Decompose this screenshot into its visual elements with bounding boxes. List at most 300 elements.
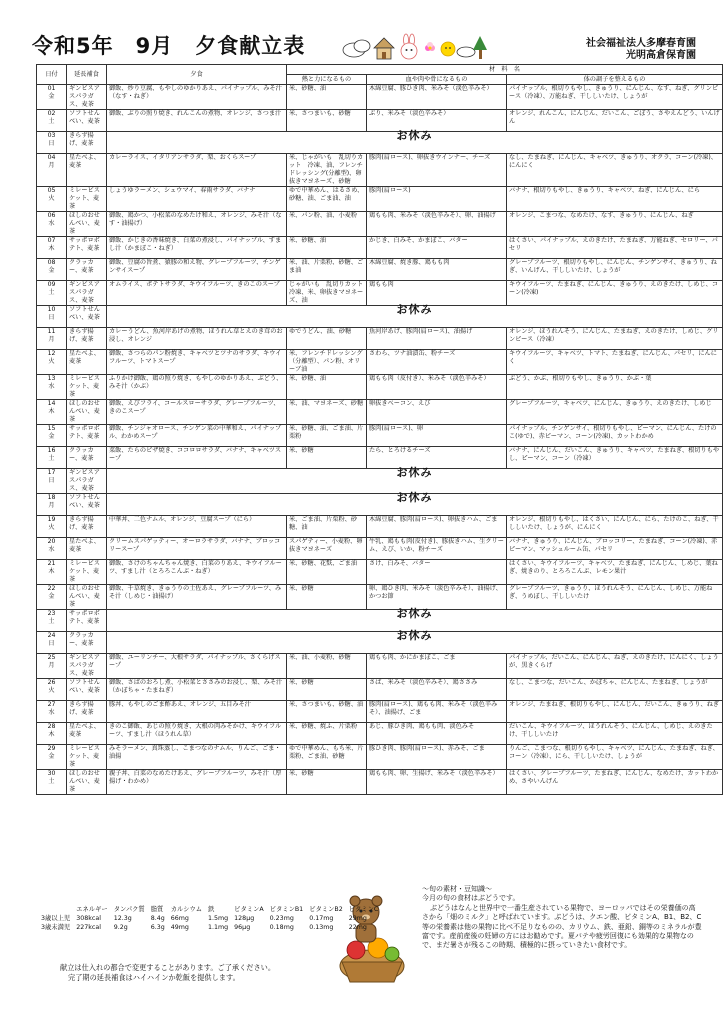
day-number: 07 bbox=[47, 237, 56, 244]
extension-header: 延長補食 bbox=[67, 65, 107, 85]
extension-snack-cell: きらず揚げ、麦茶 bbox=[67, 328, 107, 350]
date-cell bbox=[37, 154, 67, 187]
heat-ingredients-cell: 米、ごま油、片栗粉、砂糖、油 bbox=[287, 516, 367, 538]
date-cell bbox=[37, 259, 67, 281]
body-ingredients-cell: パイナップル、チンゲンサイ、根切りもやし、ピーマン、にんじん、たけのこ(ゆで)、赤ピーマン、コーン(冷凍)、カットわかめ bbox=[507, 425, 723, 447]
heat-ingredients-cell: 米、さつまいも、砂糖、油 bbox=[287, 701, 367, 723]
weekday: 木 bbox=[48, 408, 55, 415]
weekday: 土 bbox=[48, 455, 55, 462]
blood-ingredients-cell: 豚肉(肩ロース)、卵抜きウインナー、チーズ bbox=[367, 154, 507, 187]
menu-row bbox=[37, 469, 723, 494]
body-ingredients-cell: なし、たまねぎ、にんじん、キャベツ、きゅうり、オクラ、コーン(冷凍)、にんにく bbox=[507, 154, 723, 187]
day-number: 30 bbox=[47, 770, 56, 777]
date-cell bbox=[37, 560, 67, 585]
nutrient-value: 1.5mg bbox=[208, 915, 229, 922]
tree-icon bbox=[473, 36, 487, 59]
body-ingredients-cell: パイナップル、根切りもやし、きゅうり、にんじん、なす、ねぎ、グリンピース（冷凍）、万能ねぎ、干ししいたけ、しょうが bbox=[507, 85, 723, 110]
menu-row bbox=[37, 132, 723, 154]
menu-row bbox=[37, 85, 723, 110]
date-cell bbox=[37, 187, 67, 212]
weekday: 月 bbox=[48, 336, 55, 343]
extension-snack-cell: ソフトせんべい、麦茶 bbox=[67, 494, 107, 516]
nutrition-row bbox=[38, 923, 381, 932]
nutrient-value: 66mg bbox=[170, 915, 189, 922]
day-number: 05 bbox=[47, 187, 56, 194]
blood-ingredients-cell: あじ、豚ひき肉、鶏もも肉、淡色みそ bbox=[367, 723, 507, 745]
body-ingredients-cell: オレンジ、こまつな、なめたけ、なす、きゅうり、にんじん、ねぎ bbox=[507, 212, 723, 237]
heat-ingredients-cell: 米、砂糖、油 bbox=[287, 375, 367, 400]
weekday: 土 bbox=[48, 118, 55, 125]
heat-ingredients-cell: 米、砂糖 bbox=[287, 770, 367, 795]
day-number: 23 bbox=[47, 610, 56, 617]
heat-ingredients-cell: 米、砂糖 bbox=[287, 585, 367, 610]
menu-row bbox=[37, 538, 723, 560]
dinner-menu-cell: 御飯、豆腐の旨煮、猿豚の和え物、グレープフルーツ、チンゲンサイスープ bbox=[107, 259, 287, 281]
date-cell bbox=[37, 110, 67, 132]
heat-ingredients-cell: 米、パン粉、油、小麦粉 bbox=[287, 212, 367, 237]
holiday-cell: お休み bbox=[107, 306, 723, 328]
dinner-menu-cell: カレーうどん、魚河岸あげの煮物、ほうれん草とえのき茸のお浸し、オレンジ bbox=[107, 328, 287, 350]
date-cell bbox=[37, 132, 67, 154]
date-cell bbox=[37, 306, 67, 328]
extension-snack-cell: ギンビスアスパラガス、麦茶 bbox=[67, 469, 107, 494]
nutrient-value: 308kcal bbox=[76, 915, 101, 922]
nutrition-header-row bbox=[38, 905, 381, 914]
heat-ingredients-cell: 米、さつまいも、砂糖 bbox=[287, 110, 367, 132]
day-number: 13 bbox=[47, 375, 56, 382]
heat-ingredients-cell: 米、砂糖、油、ごま油、片栗粉 bbox=[287, 425, 367, 447]
body-ingredients-cell: オレンジ、れんこん、にんじん、だいこん、ごぼう、さやえんどう、いんげん bbox=[507, 110, 723, 132]
date-cell bbox=[37, 212, 67, 237]
nursery-name: 光明高倉保育園 bbox=[626, 50, 696, 61]
date-cell bbox=[37, 328, 67, 350]
menu-row bbox=[37, 770, 723, 795]
body-header: 体の調子を整えるもの bbox=[507, 75, 723, 85]
dinner-menu-cell: 御飯、さばのおろし煮、小松菜とささみのお浸し、梨、みそ汁（かぼちゃ・たまねぎ） bbox=[107, 679, 287, 701]
extension-snack-cell: 星たべよ、麦茶 bbox=[67, 154, 107, 187]
extension-snack-cell: サッポロポテト、麦茶 bbox=[67, 610, 107, 632]
date-cell bbox=[37, 723, 67, 745]
date-cell bbox=[37, 350, 67, 375]
date-cell bbox=[37, 610, 67, 632]
nutrient-value: 29mg bbox=[348, 915, 367, 922]
note-line: 完了期の延長補食はハイハインか乾飯を提供します。 bbox=[68, 972, 240, 982]
extension-snack-cell: ソフトせんべい、麦茶 bbox=[67, 110, 107, 132]
dinner-menu-cell: ふりかけ御飯、鶏の照り焼き、もやしのゆかりあえ、ぶどう、みそ汁（かぶ） bbox=[107, 375, 287, 400]
menu-row bbox=[37, 516, 723, 538]
body-ingredients-cell: グレープフルーツ、きゅうり、ほうれんそう、にんじん、しめじ、万能ねぎ、うめぼし、干ししいたけ bbox=[507, 585, 723, 610]
house-icon bbox=[374, 38, 394, 59]
holiday-cell: お休み bbox=[107, 632, 723, 654]
nutrient-header: ビタミンA bbox=[234, 906, 264, 913]
day-number: 01 bbox=[47, 85, 56, 92]
rabbit-icon bbox=[401, 34, 417, 59]
nutrient-value: 9.2g bbox=[113, 924, 128, 931]
nutrition-row bbox=[38, 914, 381, 923]
heat-ingredients-cell: 米、砂糖 bbox=[287, 679, 367, 701]
heat-header: 熱と力になるもの bbox=[287, 75, 367, 85]
date-cell bbox=[37, 745, 67, 770]
nutrient-value: 22mg bbox=[348, 924, 367, 931]
menu-row bbox=[37, 632, 723, 654]
body-ingredients-cell: グレープフルーツ、キャベツ、にんじん、きゅうり、えのきたけ、しめじ bbox=[507, 400, 723, 425]
cloud-icon bbox=[457, 47, 475, 57]
date-cell bbox=[37, 538, 67, 560]
weekday: 土 bbox=[48, 778, 55, 785]
menu-row bbox=[37, 154, 723, 187]
dinner-menu-cell: 御飯、鶏かつ、小松菜のなめたけ和え、オレンジ、みそ汁（なす・油揚げ） bbox=[107, 212, 287, 237]
weekday: 金 bbox=[48, 93, 55, 100]
date-cell bbox=[37, 654, 67, 679]
body-ingredients-cell: キウイフルーツ、たまねぎ、にんじん、きゅうり、えのきたけ、しめじ、コーン(冷凍) bbox=[507, 281, 723, 306]
fruit-basket-icon bbox=[332, 888, 412, 986]
extension-snack-cell: ほしのおせんべい、麦茶 bbox=[67, 585, 107, 610]
dinner-menu-cell: カレーライス、イタリアンサラダ、梨、おくらスープ bbox=[107, 154, 287, 187]
weekday: 火 bbox=[48, 195, 55, 202]
blood-ingredients-cell: 鶏もも肉（皮付き）、米みそ（淡色辛みそ） bbox=[367, 375, 507, 400]
menu-body bbox=[37, 85, 723, 795]
nutrient-value: 1.1mg bbox=[208, 924, 229, 931]
dinner-menu-cell: 御飯、えびフライ、コールスローサラダ、グレープフルーツ、きのこスープ bbox=[107, 400, 287, 425]
heat-ingredients-cell: じゃがいも 乱切りカット 冷凍、米、卵抜きマヨネーズ、油 bbox=[287, 281, 367, 306]
extension-snack-cell: ほしのおせんべい、麦茶 bbox=[67, 212, 107, 237]
weekday: 火 bbox=[48, 358, 55, 365]
weekday: 月 bbox=[48, 502, 55, 509]
weekday: 火 bbox=[48, 524, 55, 531]
extension-snack-cell: きらず揚げ、麦茶 bbox=[67, 516, 107, 538]
flower-icon bbox=[425, 42, 435, 51]
blood-ingredients-cell: 牛乳、鶏もも肉(皮付き)、豚抜きハム、生クリーム、えび、いか、粉チーズ bbox=[367, 538, 507, 560]
day-number: 10 bbox=[47, 306, 56, 313]
day-number: 16 bbox=[47, 447, 56, 454]
menu-row bbox=[37, 110, 723, 132]
body-ingredients-cell: なし、こまつな、だいこん、かぼちゃ、にんじん、たまねぎ、しょうが bbox=[507, 679, 723, 701]
heat-ingredients-cell: 米、砂糖、花麩、ごま油 bbox=[287, 560, 367, 585]
dinner-menu-cell: 中華丼、二色ナムル、オレンジ、豆腐スープ（にら） bbox=[107, 516, 287, 538]
nutrient-value: 49mg bbox=[170, 924, 189, 931]
date-cell bbox=[37, 701, 67, 723]
extension-snack-cell: ミレービスケット、麦茶 bbox=[67, 745, 107, 770]
blood-ingredients-cell: 鶏もも肉 bbox=[367, 281, 507, 306]
nutrient-value: 0.23mg bbox=[269, 915, 294, 922]
weekday: 月 bbox=[48, 662, 55, 669]
body-ingredients-cell: りんご、こまつな、根切りもやし、キャベツ、にんじん、たまねぎ、ねぎ、コーン（冷凍）、にら、干ししいたけ、しょうが bbox=[507, 745, 723, 770]
nutrient-header: エネルギー bbox=[76, 906, 108, 913]
extension-snack-cell: ミレービスケット、麦茶 bbox=[67, 375, 107, 400]
nutrient-value: 0.13mg bbox=[309, 924, 334, 931]
date-cell bbox=[37, 400, 67, 425]
nutrient-header: 脂質 bbox=[150, 906, 164, 913]
menu-row bbox=[37, 560, 723, 585]
date-cell bbox=[37, 447, 67, 469]
day-number: 28 bbox=[47, 723, 56, 730]
dinner-menu-cell: みそラーメン、真珠蒸し、こまつなのナムル、りんご、ごま・油揚 bbox=[107, 745, 287, 770]
weekday: 木 bbox=[48, 731, 55, 738]
extension-snack-cell: 星たべよ、麦茶 bbox=[67, 538, 107, 560]
weekday: 金 bbox=[48, 433, 55, 440]
menu-row bbox=[37, 425, 723, 447]
menu-row bbox=[37, 306, 723, 328]
blood-ingredients-cell: さけ、白みそ、バター bbox=[367, 560, 507, 585]
day-number: 03 bbox=[47, 132, 56, 139]
weekday: 日 bbox=[48, 140, 55, 147]
extension-snack-cell: クラッカー、麦茶 bbox=[67, 447, 107, 469]
dinner-menu-cell: 親子丼、白菜のなめたけあえ、グレープフルーツ、みそ汁（厚揚げ・わかめ） bbox=[107, 770, 287, 795]
dinner-menu-cell: きのこ御飯、あじの照り焼き、大根の肉みそかけ、キウイフルーツ、すまし汁（ほうれん草） bbox=[107, 723, 287, 745]
menu-row bbox=[37, 237, 723, 259]
body-ingredients-cell: はくさい、パイナップル、えのきたけ、たまねぎ、万能ねぎ、セロリー、パセリ bbox=[507, 237, 723, 259]
holiday-cell: お休み bbox=[107, 610, 723, 632]
nutrient-header: ビタミンC bbox=[348, 906, 379, 913]
weekday: 土 bbox=[48, 289, 55, 296]
body-ingredients-cell: キウイフルーツ、キャベツ、トマト、たまねぎ、にんじん、パセリ、にんにく bbox=[507, 350, 723, 375]
day-number: 19 bbox=[47, 516, 56, 523]
extension-snack-cell: ミレービスケット、麦茶 bbox=[67, 560, 107, 585]
nutrient-value: 96μg bbox=[234, 924, 251, 931]
dinner-menu-cell: 御飯、かじきの香味焼き、白菜の煮浸し、パイナップル、すまし汁（かまぼこ・ねぎ） bbox=[107, 237, 287, 259]
date-cell bbox=[37, 469, 67, 494]
date-header: 日付 bbox=[37, 65, 67, 85]
heat-ingredients-cell: 米、油、小麦粉、砂糖 bbox=[287, 654, 367, 679]
date-cell bbox=[37, 425, 67, 447]
day-number: 25 bbox=[47, 654, 56, 661]
blood-ingredients-cell: かじき、白みそ、かまぼこ、バター bbox=[367, 237, 507, 259]
nutrition-corner bbox=[38, 905, 73, 914]
dinner-menu-cell: オムライス、ポテトサラダ、キウイフルーツ、きのこのスープ bbox=[107, 281, 287, 306]
menu-row bbox=[37, 723, 723, 745]
page-title: 令和5年 9月 夕食献立表 bbox=[32, 34, 306, 58]
holiday-cell: お休み bbox=[107, 494, 723, 516]
extension-snack-cell: きらず揚げ、麦茶 bbox=[67, 701, 107, 723]
heat-ingredients-cell: 米、砂糖 bbox=[287, 447, 367, 469]
nutrient-header: 鉄 bbox=[208, 906, 215, 913]
heat-ingredients-cell: 米、砂糖、油 bbox=[287, 85, 367, 110]
extension-snack-cell: 星たべよ、麦茶 bbox=[67, 350, 107, 375]
header bbox=[0, 0, 724, 66]
heat-ingredients-cell: 米、砂糖、焼ふ、片栗粉 bbox=[287, 723, 367, 745]
nutrition-table bbox=[38, 905, 381, 932]
day-number: 08 bbox=[47, 259, 56, 266]
extension-snack-cell: サッポロポテト、麦茶 bbox=[67, 237, 107, 259]
day-number: 29 bbox=[47, 745, 56, 752]
blood-ingredients-cell: 木綿豆腐、豚肉(肩ロース)、卵抜きハム、ごま bbox=[367, 516, 507, 538]
extension-snack-cell: ほしのおせんべい、麦茶 bbox=[67, 770, 107, 795]
body-ingredients-cell: バナナ、根切りもやし、きゅうり、キャベツ、ねぎ、にんじん、にら bbox=[507, 187, 723, 212]
extension-snack-cell: ギンビスアスパラガス、麦茶 bbox=[67, 281, 107, 306]
day-number: 09 bbox=[47, 281, 56, 288]
note-line: 献立は仕入れの都合で変更することがあります。ご了承ください。 bbox=[60, 963, 276, 972]
blood-ingredients-cell: 木綿豆腐、焼き豚、鶏もも肉 bbox=[367, 259, 507, 281]
blood-ingredients-cell: 卵抜きベーコン、えび bbox=[367, 400, 507, 425]
body-ingredients-cell: だいこん、キウイフルーツ、ほうれんそう、にんじん、しめじ、えのきたけ、干ししいたけ bbox=[507, 723, 723, 745]
dinner-header: 夕食 bbox=[107, 65, 287, 85]
blood-header: 血や肉や骨になるもの bbox=[367, 75, 507, 85]
date-cell bbox=[37, 237, 67, 259]
day-number: 26 bbox=[47, 679, 56, 686]
holiday-cell: お休み bbox=[107, 132, 723, 154]
day-number: 21 bbox=[47, 560, 56, 567]
blood-ingredients-cell: さわら、ツナ油漬缶、粉チーズ bbox=[367, 350, 507, 375]
weekday: 金 bbox=[48, 593, 55, 600]
seasonal-lead: 今月の旬の食材はぶどうです。 bbox=[422, 894, 520, 903]
day-number: 15 bbox=[47, 425, 56, 432]
day-number: 20 bbox=[47, 538, 56, 545]
day-number: 22 bbox=[47, 585, 56, 592]
weekday: 日 bbox=[48, 477, 55, 484]
dinner-menu-cell: 御飯、千草焼き、きゅうりの土佐あえ、グレープフルーツ、みそ汁（しめじ・油揚げ） bbox=[107, 585, 287, 610]
menu-row bbox=[37, 654, 723, 679]
nutrient-header: ビタミンB1 bbox=[269, 906, 304, 913]
dinner-menu-cell: 豚丼、もやしのごま酢あえ、オレンジ、五目みそ汁 bbox=[107, 701, 287, 723]
dinner-menu-cell: 御飯、ユーリンチー、大根サラダ、パイナップル、さくらげスープ bbox=[107, 654, 287, 679]
blood-ingredients-cell: 鶏もも肉、米みそ（淡色辛みそ）、卵、油揚げ bbox=[367, 212, 507, 237]
date-cell bbox=[37, 770, 67, 795]
nutrient-value: 8.4g bbox=[150, 915, 165, 922]
menu-row bbox=[37, 610, 723, 632]
blood-ingredients-cell: たら、とろけるチーズ bbox=[367, 447, 507, 469]
menu-row bbox=[37, 400, 723, 425]
body-ingredients-cell: バナナ、きゅうり、にんじん、ブロッコリー、たまねぎ、コーン(冷凍)、赤ピーマン、マッシュルーム缶、パセリ bbox=[507, 538, 723, 560]
weekday: 火 bbox=[48, 687, 55, 694]
day-number: 06 bbox=[47, 212, 56, 219]
day-number: 24 bbox=[47, 632, 56, 639]
seasonal-title: ～旬の素材・豆知識～ bbox=[422, 885, 492, 893]
nutrient-header: ビタミンB2 bbox=[309, 906, 343, 913]
nutrient-value: 0.18mg bbox=[269, 924, 294, 931]
dinner-menu-cell: クリームスパゲッティー、オーロラサラダ、バナナ、ブロッコリースープ bbox=[107, 538, 287, 560]
blood-ingredients-cell: 豚肉(肩ロース)、卵 bbox=[367, 425, 507, 447]
blood-ingredients-cell: 木綿豆腐、豚ひき肉、米みそ（淡色辛みそ） bbox=[367, 85, 507, 110]
heat-ingredients-cell: スパゲティー、小麦粉、卵抜きマヨネーズ bbox=[287, 538, 367, 560]
weekday: 日 bbox=[48, 640, 55, 647]
holiday-cell: お休み bbox=[107, 469, 723, 494]
blood-ingredients-cell: 豚肉(肩ロース) bbox=[367, 187, 507, 212]
seasonal-info bbox=[422, 885, 702, 951]
decoration-icon bbox=[340, 34, 490, 62]
extension-snack-cell: ソフトせんべい、麦茶 bbox=[67, 306, 107, 328]
extension-snack-cell: きらず揚げ、麦茶 bbox=[67, 132, 107, 154]
date-cell bbox=[37, 375, 67, 400]
menu-row bbox=[37, 585, 723, 610]
day-number: 11 bbox=[47, 328, 56, 335]
date-cell bbox=[37, 632, 67, 654]
sun-icon bbox=[441, 42, 455, 56]
menu-row bbox=[37, 701, 723, 723]
body-ingredients-cell: オレンジ、根切りもやし、はくさい、にんじん、にら、たけのこ、ねぎ、干ししいたけ、しょうが、にんにく bbox=[507, 516, 723, 538]
date-cell bbox=[37, 585, 67, 610]
weekday: 水 bbox=[48, 709, 55, 716]
blood-ingredients-cell: 豚ひき肉、豚肉(肩ロース)、赤みそ、ごま bbox=[367, 745, 507, 770]
menu-table bbox=[36, 64, 723, 795]
age-group-label: 3歳以上児 bbox=[41, 915, 71, 922]
body-ingredients-cell: ぶどう、かぶ、根切りもやし、きゅうり、かぶ・葉 bbox=[507, 375, 723, 400]
weekday: 金 bbox=[48, 753, 55, 760]
date-cell bbox=[37, 516, 67, 538]
body-ingredients-cell: オレンジ、ほうれんそう、にんじん、たまねぎ、えのきたけ、しめじ、グリンピース（冷凍） bbox=[507, 328, 723, 350]
cloud-icon bbox=[343, 40, 370, 57]
weekday: 木 bbox=[48, 245, 55, 252]
weekday: 金 bbox=[48, 267, 55, 274]
menu-row bbox=[37, 328, 723, 350]
dinner-menu-cell: 菜飯、たらのピザ焼き、ココロロサラダ、バナナ、キャベツスープ bbox=[107, 447, 287, 469]
menu-row bbox=[37, 679, 723, 701]
menu-note bbox=[60, 963, 275, 982]
blood-ingredients-cell: 豚肉(肩ロース)、鶏もも肉、米みそ（淡色辛みそ）、油揚げ、ごま bbox=[367, 701, 507, 723]
extension-snack-cell: クラッカー、麦茶 bbox=[67, 632, 107, 654]
body-ingredients-cell: はくさい、キウイフルーツ、キャベツ、たまねぎ、にんじん、しめじ、葉ねぎ、焼きのり、とろろこんぶ、レモン果汁 bbox=[507, 560, 723, 585]
blood-ingredients-cell: 卵、鶏ひき肉、米みそ（淡色辛みそ）、油揚げ、かつお節 bbox=[367, 585, 507, 610]
heat-ingredients-cell: 米、油、マヨネーズ、砂糖 bbox=[287, 400, 367, 425]
seasonal-body: ぶどうはなんと世界中で一番生産されている果物で、ヨーロッパではその栄養価の高さから「畑のミルク」と呼ばれています。ぶどうは、クエン酸、ビタミンA、B1、B2、C等の栄養素は他の果物に比べ不足りなものの、カリウム、鉄、亜鉛、銅等のミネラルが豊富です。産前産後の妊婦の方にはお勧めです。夏バテや疲労回復にも効果的な果物なので、まだ暑さが残るこの時期、積極的に摂っていきたい食材です。 bbox=[422, 903, 702, 950]
day-number: 18 bbox=[47, 494, 56, 501]
menu-row bbox=[37, 187, 723, 212]
extension-snack-cell: 星たべよ、麦茶 bbox=[67, 723, 107, 745]
weekday: 日 bbox=[48, 314, 55, 321]
weekday: 月 bbox=[48, 162, 55, 169]
menu-row bbox=[37, 375, 723, 400]
body-ingredients-cell: グレープフルーツ、根切りもやし、にんじん、チンゲンサイ、きゅうり、ねぎ、いんげん、干ししいたけ、しょうが bbox=[507, 259, 723, 281]
blood-ingredients-cell: ぶり、米みそ（淡色辛みそ） bbox=[367, 110, 507, 132]
heat-ingredients-cell: 米、フレンチドレッシング（分離型）、パン粉、オリーブ油 bbox=[287, 350, 367, 375]
materials-header: 材 料 名 bbox=[287, 65, 723, 75]
nutrient-value: 0.17mg bbox=[309, 915, 334, 922]
day-number: 17 bbox=[47, 469, 56, 476]
date-cell bbox=[37, 679, 67, 701]
day-number: 02 bbox=[47, 110, 56, 117]
dinner-menu-cell: しょうゆラーメン、シュウマイ、春雨サラダ、バナナ bbox=[107, 187, 287, 212]
date-cell bbox=[37, 281, 67, 306]
organization bbox=[586, 38, 696, 62]
heat-ingredients-cell: ゆで中華めん、はるさめ、砂糖、油、ごま油、油 bbox=[287, 187, 367, 212]
dinner-menu-cell: 御飯、ぶりの照り焼き、れんこんの煮物、オレンジ、さつま汁 bbox=[107, 110, 287, 132]
extension-snack-cell: ミレービスケット、麦茶 bbox=[67, 187, 107, 212]
extension-snack-cell: ほしのおせんべい、麦茶 bbox=[67, 400, 107, 425]
weekday: 水 bbox=[48, 383, 55, 390]
date-cell bbox=[37, 85, 67, 110]
weekday: 木 bbox=[48, 568, 55, 575]
nutrient-value: 6.3g bbox=[150, 924, 165, 931]
menu-row bbox=[37, 350, 723, 375]
date-cell bbox=[37, 494, 67, 516]
menu-row bbox=[37, 447, 723, 469]
nutrient-header: カルシウム bbox=[170, 906, 203, 913]
dinner-menu-cell: 御飯、さけのちゃんちゃん焼き、白菜のりあえ、キウイフルーツ、すまし汁（とろろこんぶ・ねぎ） bbox=[107, 560, 287, 585]
weekday: 土 bbox=[48, 618, 55, 625]
menu-row bbox=[37, 281, 723, 306]
heat-ingredients-cell: ゆで中華めん、もち米、片栗粉、ごま油、砂糖 bbox=[287, 745, 367, 770]
body-ingredients-cell: バナナ、にんじん、だいこん、きゅうり、キャベツ、たまねぎ、根切りもやし、ピーマン、コーン（冷凍） bbox=[507, 447, 723, 469]
day-number: 12 bbox=[47, 350, 56, 357]
menu-row bbox=[37, 212, 723, 237]
heat-ingredients-cell: 米、砂糖、油 bbox=[287, 237, 367, 259]
age-group-label: 3歳未満児 bbox=[41, 924, 71, 931]
day-number: 04 bbox=[47, 154, 56, 161]
extension-snack-cell: サッポロポテト、麦茶 bbox=[67, 425, 107, 447]
day-number: 27 bbox=[47, 701, 56, 708]
blood-ingredients-cell: 鶏もも肉、かにかまぼこ、ごま bbox=[367, 654, 507, 679]
extension-snack-cell: クラッカー、麦茶 bbox=[67, 259, 107, 281]
extension-snack-cell: ギンビスアスパラガス、麦茶 bbox=[67, 654, 107, 679]
nutrient-value: 227kcal bbox=[76, 924, 101, 931]
blood-ingredients-cell: 魚河岸あげ、豚肉(肩ロース)、油揚げ bbox=[367, 328, 507, 350]
dinner-menu-cell: 御飯、炒り豆腐、もやしのゆかりあえ、パイナップル、みそ汁（なす・ねぎ） bbox=[107, 85, 287, 110]
body-ingredients-cell: はくさい、グレープフルーツ、たまねぎ、にんじん、なめたけ、カットわかめ、さやいんげん bbox=[507, 770, 723, 795]
heat-ingredients-cell: 米、じゃがいも 乱切りカット 冷凍、油、フレンチドレッシング(分離型)、卵抜きマヨネーズ、砂糖 bbox=[287, 154, 367, 187]
menu-row bbox=[37, 494, 723, 516]
heat-ingredients-cell: ゆでうどん、油、砂糖 bbox=[287, 328, 367, 350]
blood-ingredients-cell: さば、米みそ（淡色辛みそ）、鶏ささみ bbox=[367, 679, 507, 701]
body-ingredients-cell: オレンジ、たまねぎ、根切りもやし、にんじん、だいこん、きゅうり、ねぎ bbox=[507, 701, 723, 723]
